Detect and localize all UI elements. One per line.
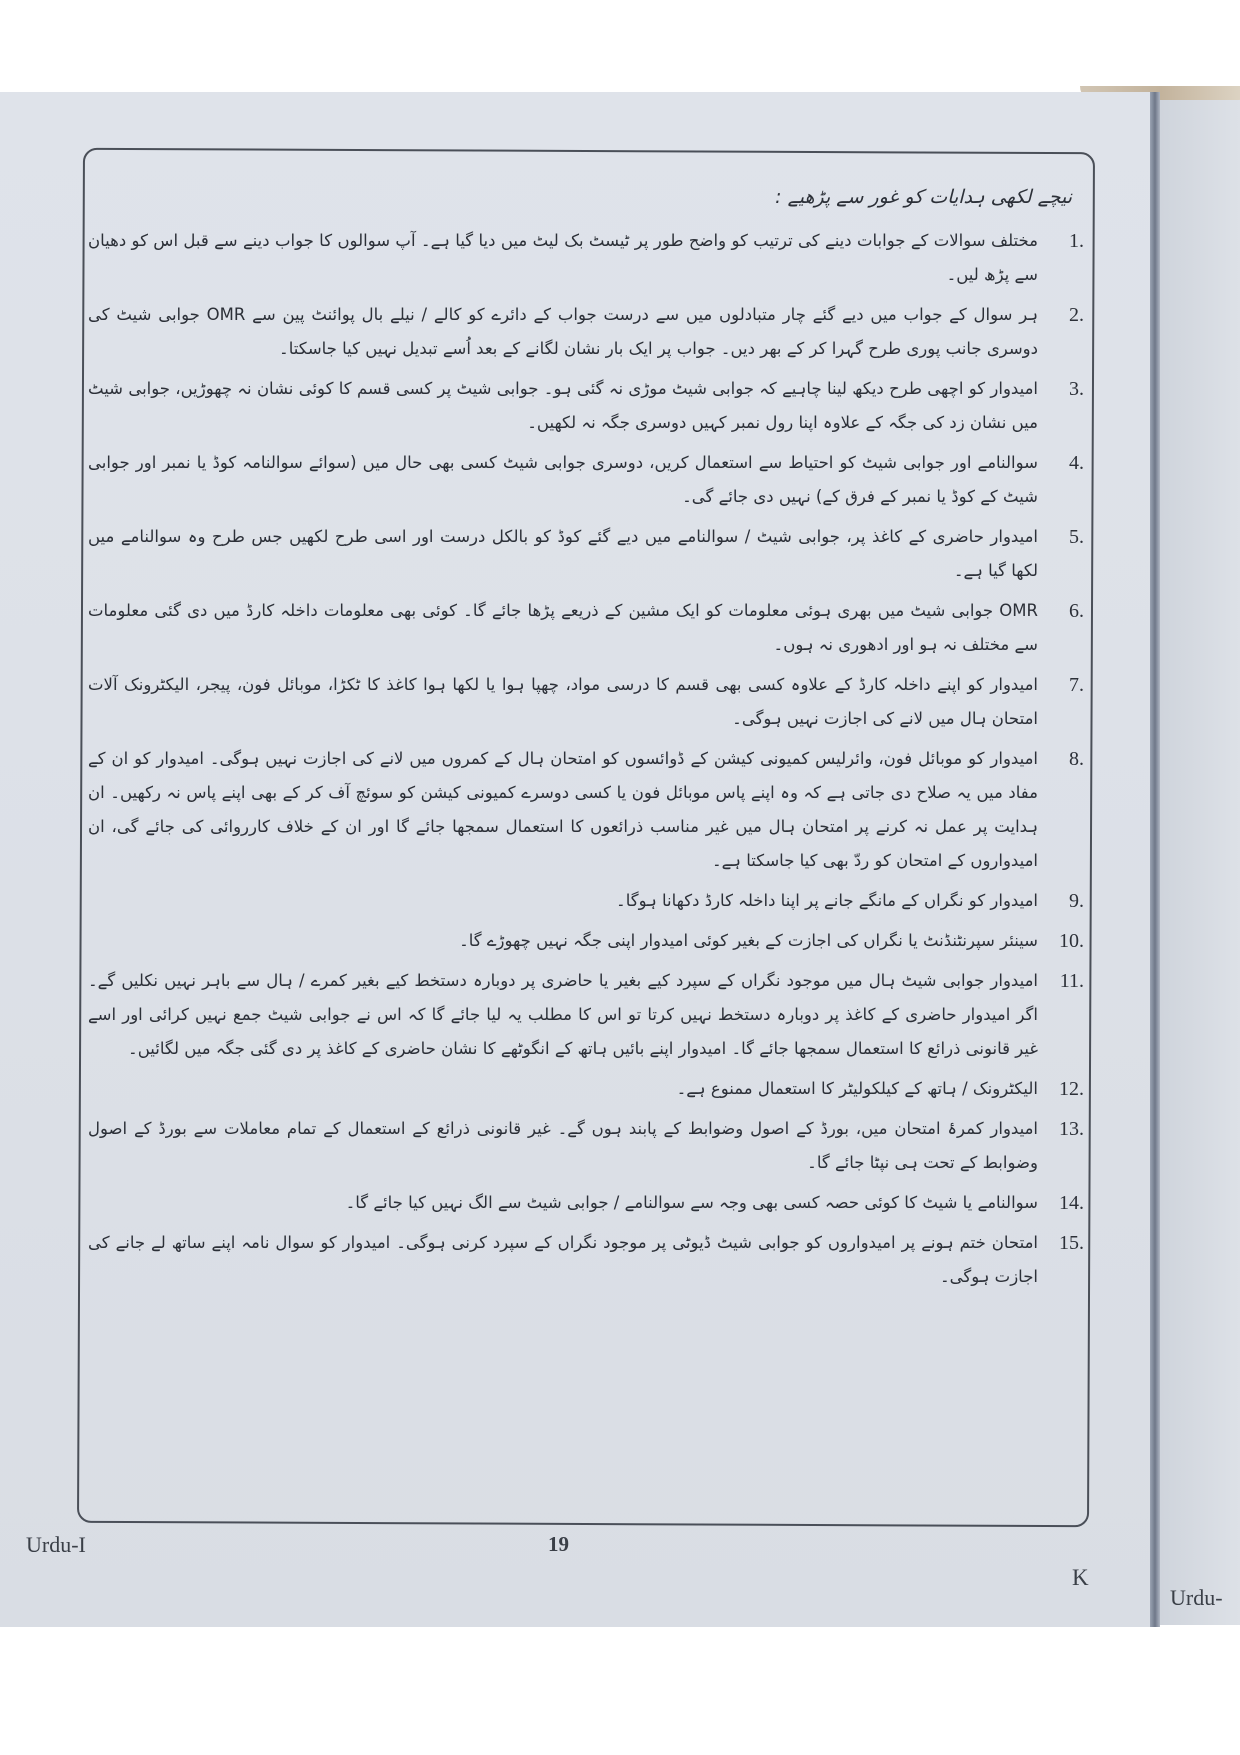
instruction-number: 5. [1069, 526, 1084, 548]
instruction-number: 1. [1069, 230, 1084, 252]
instruction-number: 11. [1059, 970, 1084, 992]
instruction-item [84, 224, 1084, 292]
instruction-item [84, 446, 1084, 514]
instruction-number: 8. [1069, 748, 1084, 770]
instruction-item [84, 594, 1084, 662]
instruction-item [84, 1112, 1084, 1180]
instruction-text: ہر سوال کے جواب میں دیے گئے چار متبادلوں میں سے درست جواب کے دائرے کو کالے / نیلے بال پوائنٹ پین سے OMR جوابی شیٹ کی دوسری جانب پوری طرح گہرا کر کے بھر دیں۔ جواب پر ایک بار نشان لگانے کے بعد اُسے تبدیل نہیں کیا جاسکتا۔ [88, 305, 1038, 358]
instruction-item [84, 298, 1084, 366]
instruction-item [84, 372, 1084, 440]
instruction-number: 12. [1059, 1078, 1084, 1100]
instruction-text: امیدوار کو موبائل فون، وائرلیس کمیونی کیشن کے ڈوائسوں کو امتحان ہال کے کمروں میں لانے کی اجازت نہیں ہوگی۔ امیدوار کو ان کے مفاد میں یہ صلاح دی جاتی ہے کہ وہ اپنے پاس موبائل فون یا کسی دوسرے کمیونی کیشن کو سوئچ آف کر کے بھی اپنے پاس نہ رکھیں۔ ان ہدایت پر عمل نہ کرنے پر امتحان ہال میں غیر مناسب ذرائعوں کا استعمال سمجھا جائے گا اور ان کے خلاف کارروائی کی جائے گی، ان امیدواروں کے امتحان کو ردّ بھی کیا جاسکتا ہے۔ [88, 749, 1038, 870]
instruction-text: امیدوار کو اچھی طرح دیکھ لینا چاہیے کہ جوابی شیٹ موڑی نہ گئی ہو۔ جوابی شیٹ پر کسی قسم کا کوئی نشان نہ چھوڑیں، جوابی شیٹ میں نشان زد کی جگہ کے علاوہ اپنا رول نمبر کہیں دوسری جگہ نہ لکھیں۔ [88, 379, 1038, 432]
instruction-number: 4. [1069, 452, 1084, 474]
instruction-number: 9. [1069, 890, 1084, 912]
adjacent-page [1160, 100, 1240, 1625]
instruction-text: سینئر سپرنٹنڈنٹ یا نگراں کی اجازت کے بغیر کوئی امیدوار اپنی جگہ نہیں چھوڑے گا۔ [459, 931, 1038, 950]
instruction-item [84, 964, 1084, 1066]
instruction-text: الیکٹرونک / ہاتھ کے کیلکولیٹر کا استعمال ممنوع ہے۔ [676, 1079, 1038, 1098]
instruction-number: 13. [1059, 1118, 1084, 1140]
instruction-item [84, 520, 1084, 588]
instruction-item [84, 924, 1084, 958]
instructions-content [84, 180, 1084, 1300]
instruction-item [84, 1072, 1084, 1106]
instruction-item [84, 668, 1084, 736]
instruction-text: امیدوار کو اپنے داخلہ کارڈ کے علاوہ کسی بھی قسم کا درسی مواد، چھپا ہوا یا لکھا ہوا کاغذ کا ٹکڑا، موبائل فون، پیجر، الیکٹرونک آلات امتحان ہال میں لانے کی اجازت نہیں ہوگی۔ [88, 675, 1038, 728]
instruction-number: 3. [1069, 378, 1084, 400]
instruction-text: سوالنامے اور جوابی شیٹ کو احتیاط سے استعمال کریں، دوسری جوابی شیٹ کسی بھی حال میں (سوائے سوالنامہ کوڈ یا نمبر اور جوابی شیٹ کے کوڈ یا نمبر کے فرق کے) نہیں دی جائے گی۔ [88, 453, 1038, 506]
instruction-number: 10. [1059, 930, 1084, 952]
instruction-text: امتحان ختم ہونے پر امیدواروں کو جوابی شیٹ ڈیوٹی پر موجود نگراں کے سپرد کرنی ہوگی۔ امیدوار کو سوال نامہ اپنے ساتھ لے جانے کی اجازت ہوگی۔ [88, 1233, 1038, 1286]
instruction-item [84, 1186, 1084, 1220]
instruction-text: OMR جوابی شیٹ میں بھری ہوئی معلومات کو ایک مشین کے ذریعے پڑھا جائے گا۔ کوئی بھی معلومات داخلہ کارڈ میں دی گئی معلومات سے مختلف نہ ہو اور ادھوری نہ ہوں۔ [88, 601, 1038, 654]
instruction-text: سوالنامے یا شیٹ کا کوئی حصہ کسی بھی وجہ سے سوالنامے / جوابی شیٹ سے الگ نہیں کیا جائے گا۔ [345, 1193, 1038, 1212]
footer-page-number: 19 [548, 1532, 569, 1556]
instruction-number: 2. [1069, 304, 1084, 326]
instruction-number: 6. [1069, 600, 1084, 622]
instruction-item [84, 1226, 1084, 1294]
instruction-text: امیدوار کمرۂ امتحان میں، بورڈ کے اصول وضوابط کے پابند ہوں گے۔ غیر قانونی ذرائع کے استعمال کے تمام معاملات سے بورڈ کے اصول وضوابط کے تحت ہی نپٹا جائے گا۔ [88, 1119, 1038, 1172]
instruction-item [84, 884, 1084, 918]
footer-set-code: K [1072, 1565, 1089, 1590]
instruction-number: 15. [1059, 1232, 1084, 1254]
instruction-item [84, 742, 1084, 878]
instruction-text: مختلف سوالات کے جوابات دینے کی ترتیب کو واضح طور پر ٹیسٹ بک لیٹ میں دیا گیا ہے۔ آپ سوالوں کا جواب دینے سے قبل اس کو دھیان سے پڑھ لیں۔ [88, 231, 1038, 284]
instruction-number: 7. [1069, 674, 1084, 696]
adjacent-page-footer: Urdu- [1170, 1585, 1223, 1610]
instruction-number: 14. [1059, 1192, 1084, 1214]
page-spine-shadow [1150, 92, 1160, 1627]
footer-subject: Urdu-I [26, 1532, 86, 1557]
instructions-heading: نیچے لکھی ہدایات کو غور سے پڑھیے : [775, 186, 1072, 208]
instruction-text: امیدوار جوابی شیٹ ہال میں موجود نگراں کے سپرد کیے بغیر یا حاضری پر دوبارہ دستخط کیے بغیر کمرے / ہال سے باہر نہیں نکلیں گے۔ اگر امیدوار حاضری کے کاغذ پر دوبارہ دستخط نہیں کرتا تو اس کا مطلب یہ لیا جائے گا کہ اس نے جوابی شیٹ جمع نہیں کرائی اور اسے غیر قانونی ذرائع کا استعمال سمجھا جائے گا۔ امیدوار اپنے بائیں ہاتھ کے انگوٹھے کا نشان حاضری کے کاغذ پر دی گئی جگہ میں لگائیں۔ [88, 971, 1038, 1058]
instruction-text: امیدوار حاضری کے کاغذ پر، جوابی شیٹ / سوالنامے میں دیے گئے کوڈ کو بالکل درست اور اسی طرح لکھیں جس طرح وہ سوالنامے میں لکھا گیا ہے۔ [88, 527, 1038, 580]
instruction-text: امیدوار کو نگراں کے مانگے جانے پر اپنا داخلہ کارڈ دکھانا ہوگا۔ [616, 891, 1038, 910]
